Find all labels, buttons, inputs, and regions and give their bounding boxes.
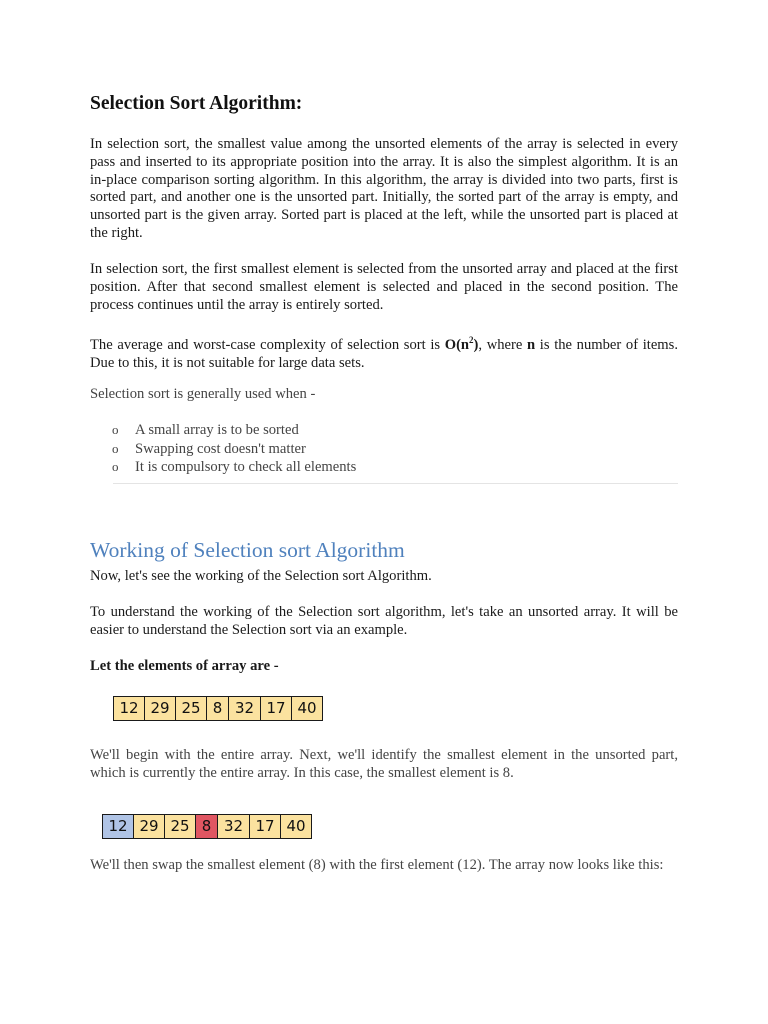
array-cell: 25 [176, 697, 207, 720]
bullet-text: Swapping cost doesn't matter [135, 440, 306, 457]
array-cell: 25 [165, 815, 196, 838]
bullet-text: A small array is to be sorted [135, 422, 299, 438]
unsorted-array-diagram [113, 696, 323, 721]
complexity-n: n [527, 336, 536, 353]
array-cell: 32 [229, 697, 261, 720]
array-cell: 17 [261, 697, 292, 720]
array-cell: 8 [196, 815, 218, 838]
array-cell: 17 [250, 815, 281, 838]
complexity-close: ) [473, 336, 479, 353]
working-paragraph-1: Now, let's see the working of the Selection sort Algorithm. [90, 568, 432, 584]
complexity-notation [445, 337, 479, 353]
page-title: Selection Sort Algorithm: [90, 93, 303, 114]
bullet-marker: o [112, 422, 119, 437]
intro-paragraph-1: In selection sort, the smallest value among the unsorted elements of the array is selected in every pass and inserted to its appropriate position into the array. It is also the simplest algorithm. It is an in-place comparison sorting algorithm. In this algorithm, the array is divided into two parts, first is sorted part, and another one is the unsorted part. Initially, the sorted part of the array is empty, and unsorted part is the given array. Sorted part is placed at the left, while the unsorted part is placed at the right. [90, 136, 678, 241]
working-paragraph-2: To understand the working of the Selection sort algorithm, let's take an unsorted array. It will be easier to understand the Selection sort via an example. [90, 604, 678, 638]
complexity-text-before: The average and worst-case complexity of selection sort is [90, 336, 445, 353]
working-paragraph-3: We'll begin with the entire array. Next, we'll identify the smallest element in the unsorted part, which is currently the entire array. In this case, the smallest element is 8. [90, 747, 678, 781]
used-when-text: Selection sort is generally used when - [90, 386, 316, 402]
elements-label: Let the elements of array are - [90, 658, 279, 674]
bullet-text: It is compulsory to check all elements [135, 459, 357, 476]
complexity-paragraph [90, 332, 678, 372]
intro-paragraph-2: In selection sort, the first smallest element is selected from the unsorted array and placed at the first position. After that second smallest element is selected and placed in the second position. The process continues until the array is entirely sorted. [90, 261, 678, 313]
section-divider [113, 483, 678, 484]
array-cell: 29 [134, 815, 165, 838]
bullet-item [112, 440, 678, 459]
working-paragraph-4: We'll then swap the smallest element (8) with the first element (12). The array now looks like this: [90, 857, 664, 873]
complexity-base: O(n [444, 336, 470, 353]
bullet-marker: o [112, 440, 119, 456]
usage-bullet-list [112, 421, 678, 477]
complexity-exponent: 2 [469, 335, 474, 345]
array-cell: 8 [207, 697, 229, 720]
working-heading: Working of Selection sort Algorithm [90, 538, 405, 562]
array-cell: 40 [281, 815, 311, 838]
array-cell: 40 [292, 697, 322, 720]
array-cell: 12 [114, 697, 145, 720]
bullet-item [112, 421, 678, 440]
array-cell: 32 [218, 815, 250, 838]
complexity-text-after: is the number of items. Due to this, it is not suitable for large data sets. [90, 336, 678, 371]
bullet-item [112, 458, 678, 477]
array-cell: 29 [145, 697, 176, 720]
complexity-text-middle: , where [478, 336, 528, 353]
array-cell: 12 [103, 815, 134, 838]
bullet-marker: o [112, 459, 119, 475]
highlighted-array-diagram [102, 814, 312, 839]
